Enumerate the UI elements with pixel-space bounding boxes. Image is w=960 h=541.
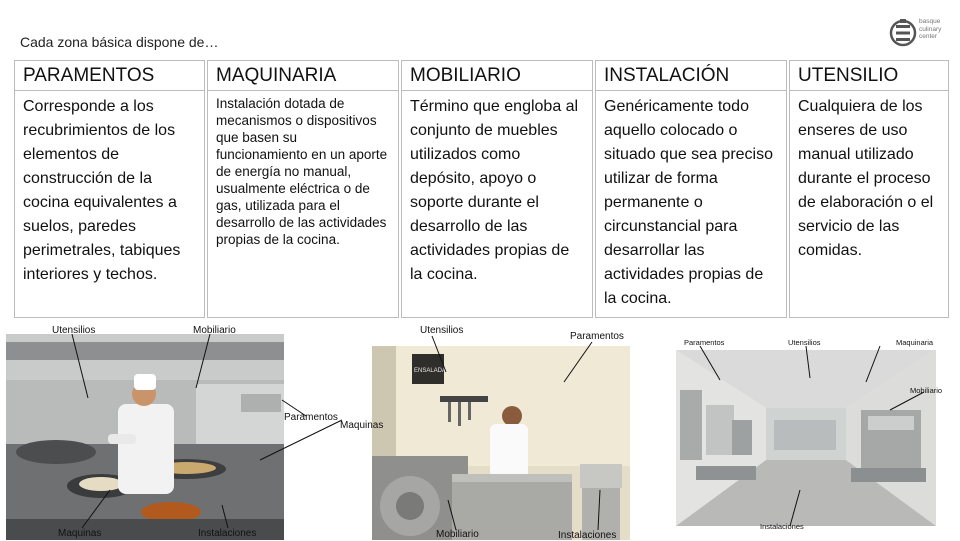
column-title: MAQUINARIA xyxy=(208,61,398,91)
column-title: MOBILIARIO xyxy=(402,61,592,91)
column-maquinaria xyxy=(207,60,399,318)
photo-sign-text: ENSALADAS xyxy=(414,368,451,374)
label-maquinas-mid: Maquinas xyxy=(340,420,384,431)
column-paramentos xyxy=(14,60,205,318)
column-text: Instalación dotada de mecanismos o dispositivos que basen su funcionamiento en un aporte de energía no manual, usualmente eléctrica o de gas, utilizada para el desarrollo de las actividades propias de la cocina. xyxy=(216,96,388,247)
label-mobiliario-1: Mobiliario xyxy=(193,325,236,336)
column-text: Término que engloba al conjunto de muebles utilizados como depósito, apoyo o soporte durante el desarrollo de las actividades propias de la cocina. xyxy=(410,98,579,283)
column-instalacion xyxy=(595,60,787,318)
column-title: UTENSILIO xyxy=(790,61,948,91)
label-utensilios-2: Utensilios xyxy=(420,325,464,336)
label-instalaciones-3: Instalaciones xyxy=(760,522,804,531)
column-title: INSTALACIÓN xyxy=(596,61,786,91)
logo-mark-icon xyxy=(888,16,918,50)
label-paramentos-3: Paramentos xyxy=(684,338,725,347)
kitchen-photo-cooking xyxy=(6,334,284,540)
kitchen-photo-corridor xyxy=(676,350,936,526)
label-utensilios-1: Utensilios xyxy=(52,325,96,336)
brand-logo xyxy=(888,16,950,50)
label-mobiliario-2: Mobiliario xyxy=(436,529,479,540)
label-maquinaria-3: Maquinaria xyxy=(896,338,934,347)
column-text: Cualquiera de los enseres de uso manual utilizado durante el proceso de elaboración o el servicio de las comidas. xyxy=(798,98,934,259)
label-paramentos-1: Paramentos xyxy=(284,412,338,423)
column-utensilio xyxy=(789,60,949,318)
column-title: PARAMENTOS xyxy=(15,61,204,91)
label-paramentos-2: Paramentos xyxy=(570,331,624,342)
column-text: Genéricamente todo aquello colocado o situado que sea preciso utilizar de forma permanente o circunstancial para desarrollar las actividades propias de la cocina. xyxy=(604,98,773,307)
label-mobiliario-3: Mobiliario xyxy=(910,386,943,395)
label-maquinas-bottom: Maquinas xyxy=(58,528,102,539)
label-utensilios-3: Utensilios xyxy=(788,338,821,347)
column-mobiliario xyxy=(401,60,593,318)
subtitle: Cada zona básica dispone de… xyxy=(20,34,219,50)
kitchen-photo-workstation xyxy=(372,346,630,540)
label-instalaciones-2: Instalaciones xyxy=(558,530,617,541)
column-text: Corresponde a los recubrimientos de los elementos de construcción de la cocina equivalentes a suelos, paredes perimetrales, tabiques interiores y techos. xyxy=(23,98,181,283)
label-instalaciones-1: Instalaciones xyxy=(198,528,257,539)
logo-text: basque culinary center xyxy=(919,18,942,40)
